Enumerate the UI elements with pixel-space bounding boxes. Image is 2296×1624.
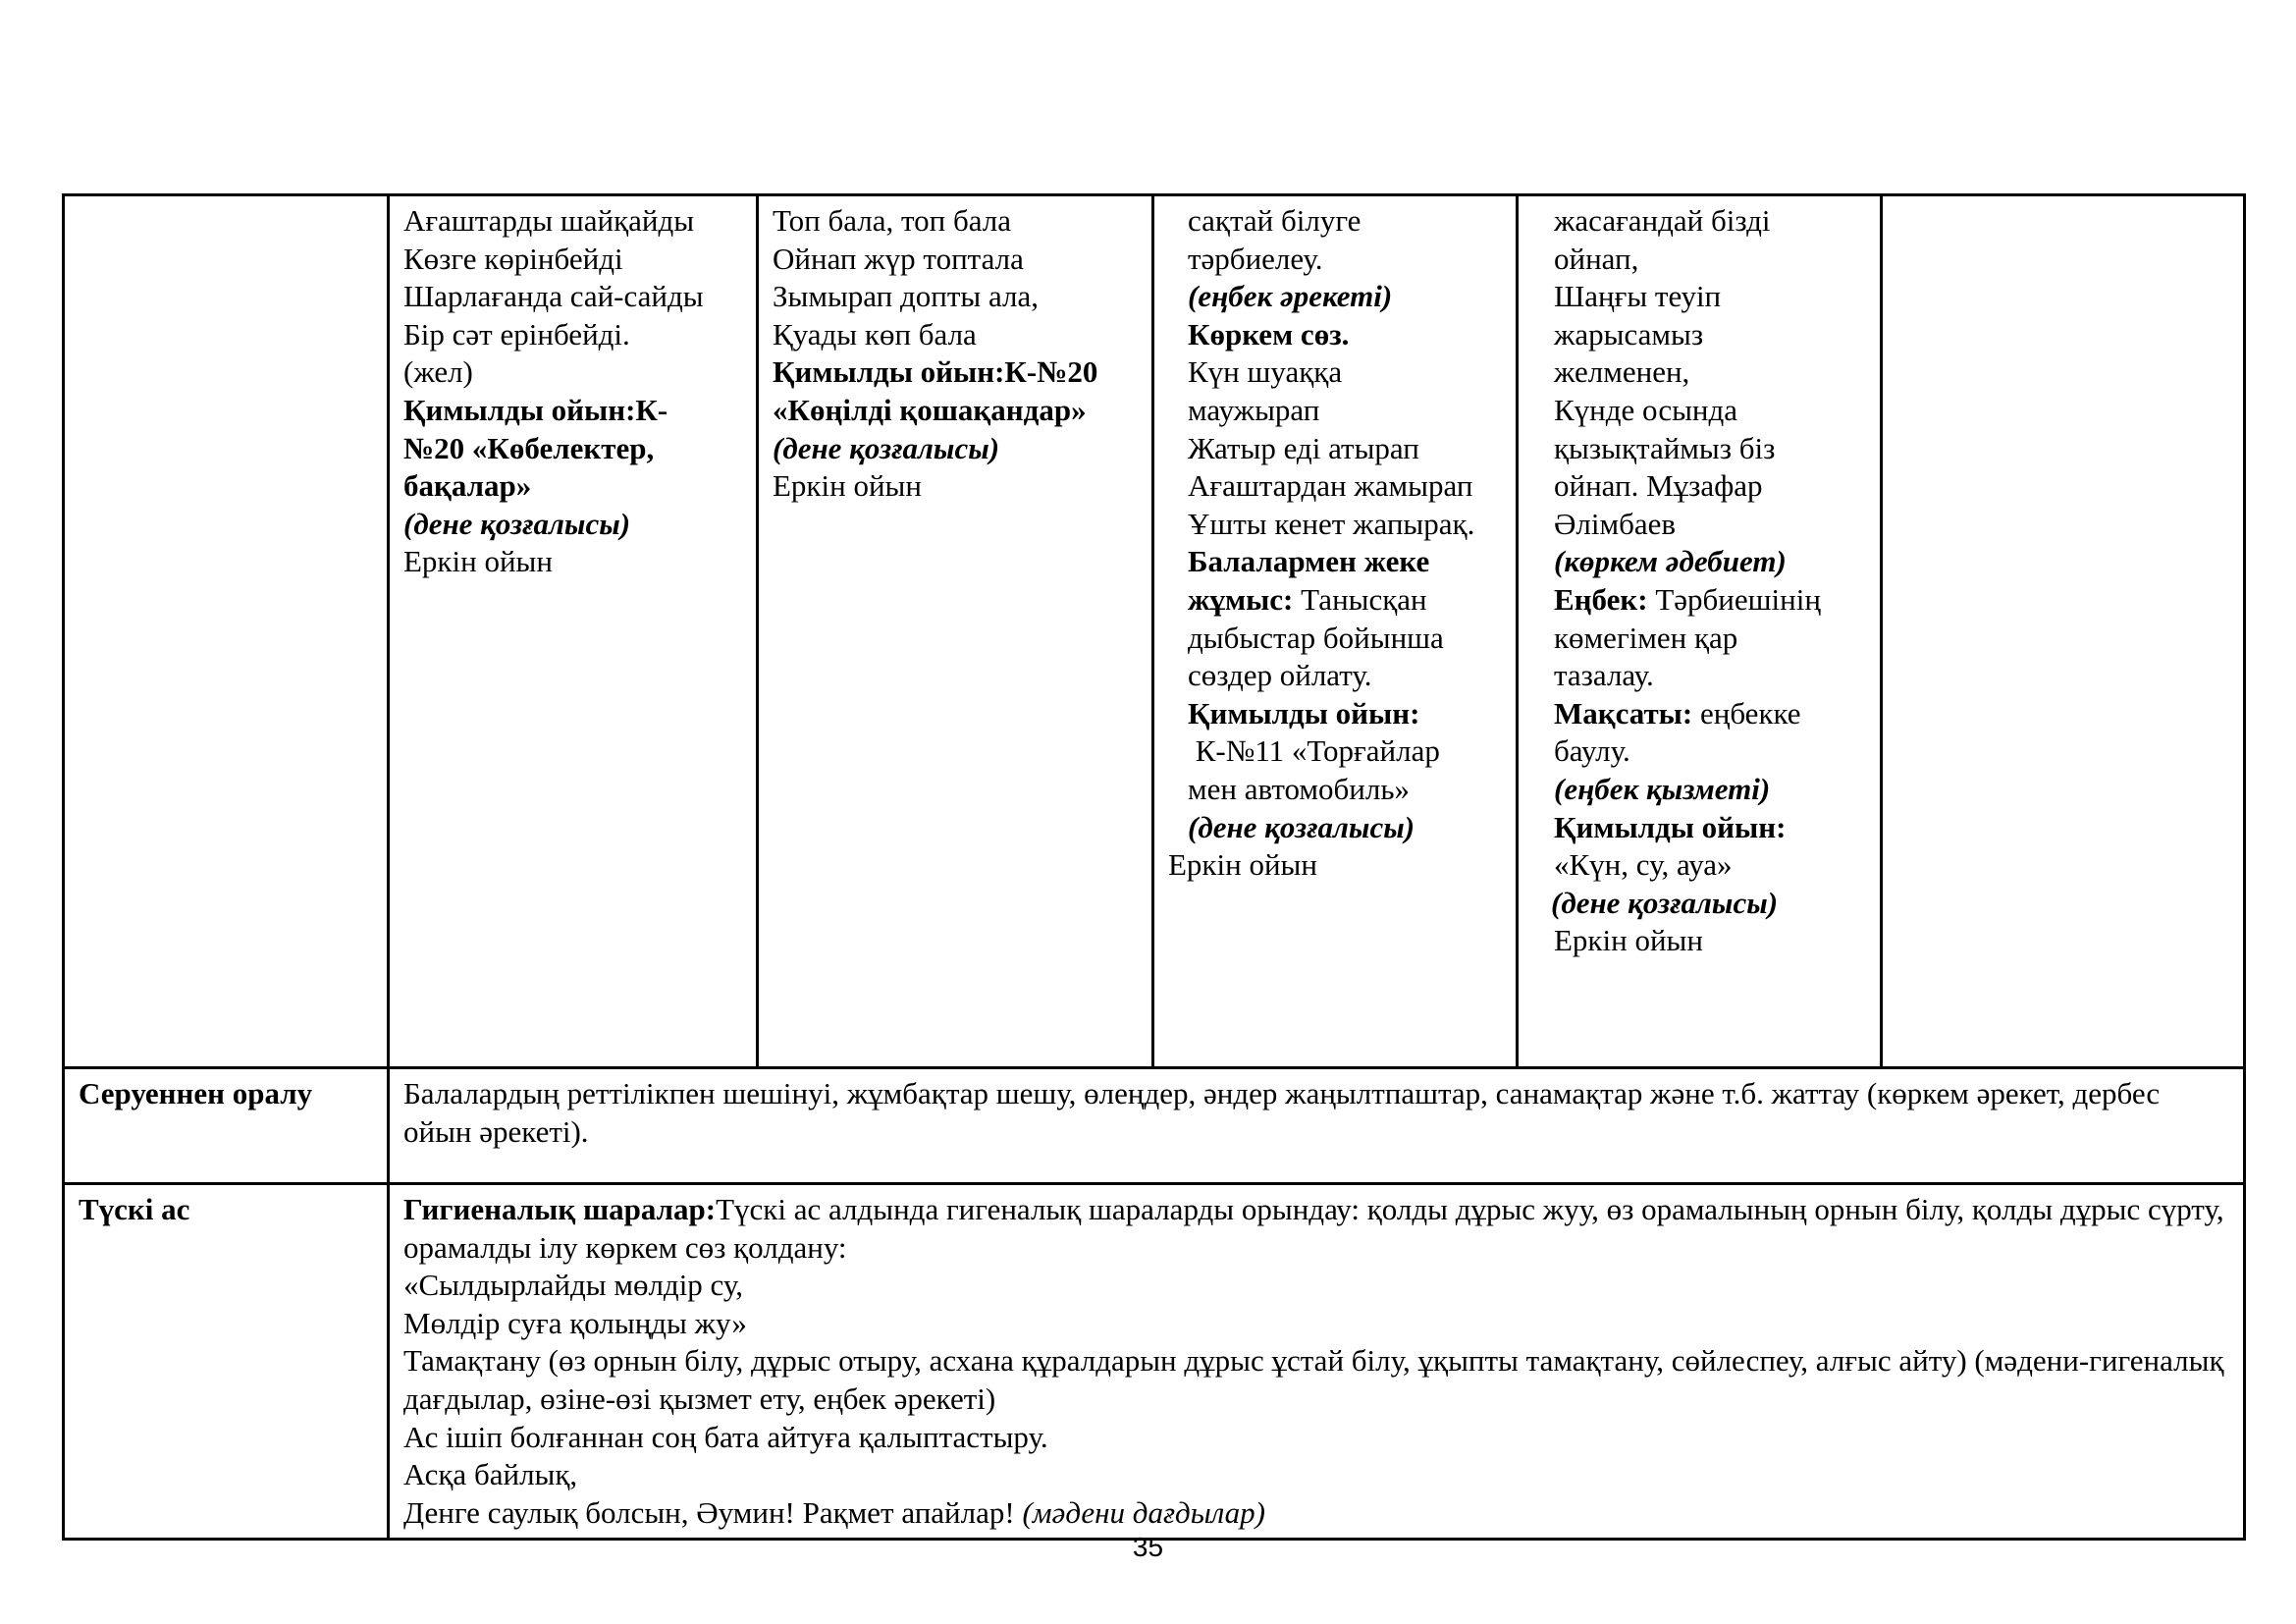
poem-line: Жатыр еді атырап [1188, 430, 1419, 465]
walk-cell-col2 [389, 195, 758, 1068]
text-line: баулу. [1554, 733, 1630, 769]
walk-cell-col6 [1882, 195, 2245, 1068]
poem-line: Ұшты кенет жапырақ. [1188, 506, 1475, 541]
verse-text: Денге саулық болсын, Әумин! Рақмет апайлар! [403, 1494, 1015, 1530]
game-title: Қимылды ойын: [1188, 695, 1420, 731]
game-name: «Күн, су, ауа» [1554, 847, 1733, 883]
poem-line: жарысамыз [1554, 316, 1704, 352]
individual-work-line [1188, 581, 1502, 620]
poem-line: маужырап [1188, 392, 1320, 427]
poem-line: Мөлдір суға қолыңды жу» [403, 1305, 747, 1340]
game-title: Қимылды ойын:К-№20 [773, 354, 1098, 390]
return-row [64, 1068, 2245, 1184]
poem-line: Топ бала, топ бала [773, 203, 1011, 238]
return-row-label: Серуеннен оралу [64, 1068, 389, 1184]
text-line: тәрбиелеу. [1188, 241, 1323, 276]
activity-note: (дене қозғалысы) [773, 430, 1000, 465]
poem-line: қызықтаймыз біз [1554, 430, 1776, 465]
walk-cell-col3 [758, 195, 1153, 1068]
poem-line: «Сылдырлайды мөлдір су, [403, 1268, 744, 1303]
riddle-line: Шарлағанда сай-сайды [403, 279, 704, 314]
riddle-line: Көзге көрінбейді [403, 241, 623, 276]
poem-line: Күнде осында [1554, 392, 1738, 427]
poem-line: ойнап. Мұзафар [1554, 468, 1763, 504]
text-fragment: Тәрбиешінің [1655, 581, 1821, 617]
free-play: Еркін ойын [403, 544, 553, 579]
text-line: сөздер ойлату. [1188, 658, 1372, 693]
hygiene-paragraph [403, 1191, 2229, 1267]
poem-line: Шаңғы теуіп [1554, 279, 1722, 314]
riddle-line: Бір сәт ерінбейді. [403, 316, 630, 352]
game-name: мен автомобиль» [1188, 771, 1410, 806]
poem-line: Қуады көп бала [773, 316, 977, 352]
verse-note: (мәдени дағдылар) [1022, 1494, 1265, 1530]
poem-line: Зымырап допты ала, [773, 279, 1039, 314]
labor-line [1554, 581, 1866, 620]
section-heading: Еңбек: [1554, 581, 1648, 617]
poem-line: жасағандай бізді [1554, 203, 1771, 238]
section-heading: Көркем сөз. [1188, 316, 1350, 352]
section-heading: Балалармен жеке [1188, 544, 1430, 579]
activity-note: (дене қозғалысы) [1551, 885, 1779, 920]
lunch-row [64, 1184, 2245, 1540]
activity-note: (дене қозғалысы) [403, 506, 631, 541]
walk-cell-col5 [1518, 195, 1882, 1068]
section-heading: Мақсаты: [1554, 695, 1693, 731]
game-title: Қимылды ойын:К- [403, 392, 668, 427]
game-title: «Көңілді қошақандар» [773, 392, 1087, 427]
activity-note: (дене қозғалысы) [1188, 809, 1415, 844]
hygiene-title: Гигиеналық шаралар: [403, 1192, 717, 1226]
verse-line: Асқа байлық, [403, 1457, 578, 1492]
lunch-row-label: Түскі ас [64, 1184, 389, 1540]
text-fragment: Танысқан [1301, 581, 1427, 617]
free-play: Еркін ойын [1168, 847, 1317, 883]
activity-note: (еңбек қызметі) [1554, 771, 1771, 806]
lunch-row-content [389, 1184, 2245, 1540]
goal-line [1554, 695, 1866, 733]
text-line: сақтай білуге [1188, 203, 1362, 238]
game-title: Қимылды ойын: [1554, 809, 1787, 844]
riddle-answer: (жел) [403, 354, 473, 390]
riddle-line: Ағаштарды шайқайды [403, 203, 695, 238]
text-line: көмегімен қар [1554, 620, 1738, 655]
activity-note: (еңбек әрекеті) [1188, 279, 1393, 314]
walk-row [64, 195, 2245, 1068]
free-play: Еркін ойын [1554, 923, 1703, 958]
poem-author: Әлімбаев [1554, 506, 1677, 541]
activity-note: (көркем әдебиет) [1554, 544, 1787, 579]
verse-line-final [403, 1494, 2229, 1533]
walk-cell-col4 [1153, 195, 1518, 1068]
walk-row-label-cell [64, 195, 389, 1068]
game-title: бақалар» [403, 468, 532, 504]
game-name: К-№11 «Торғайлар [1188, 733, 1440, 769]
text-line: дыбыстар бойынша [1188, 620, 1444, 655]
hygiene-text: Түскі ас алдында гигеналық шараларды орындау: қолды дұрыс жуу, өз орамалының орнын білу, қолды дұрыс сүрту, орамалды ілу көркем сөз қолдану: [403, 1192, 2224, 1265]
page-number: 35 [1132, 1532, 1164, 1562]
section-heading: жұмыс: [1188, 581, 1294, 617]
text-line: тазалау. [1554, 658, 1654, 693]
blessing-line: Ас ішіп болғаннан соң бата айтуға қалыптастыру. [403, 1419, 1048, 1454]
poem-line: желменен, [1554, 354, 1690, 390]
poem-line: Күн шуаққа [1188, 354, 1343, 390]
game-title: №20 «Көбелектер, [403, 430, 655, 465]
poem-line: Ойнап жүр топтала [773, 241, 1024, 276]
poem-line: ойнап, [1554, 241, 1639, 276]
free-play: Еркін ойын [773, 468, 922, 504]
meal-paragraph: Тамақтану (өз орнын білу, дұрыс отыру, асхана құралдарын дұрыс ұстай білу, ұқыпты тамақтану, сөйлеспеу, алғыс айту) (мәдени-гигеналық дағдылар, өзіне-өзі қызмет ету, еңбек әрекеті) [403, 1343, 2224, 1416]
poem-line: Ағаштардан жамырап [1188, 468, 1473, 504]
return-row-text: Балалардың реттілікпен шешінуі, жұмбақтар шешу, өлеңдер, әндер жаңылтпаштар, санамақтар және т.б. жаттау (көркем әрекет, дербес ойын әрекеті). [389, 1068, 2245, 1184]
text-fragment: еңбекке [1699, 695, 1801, 731]
daily-plan-table [62, 193, 2246, 1541]
